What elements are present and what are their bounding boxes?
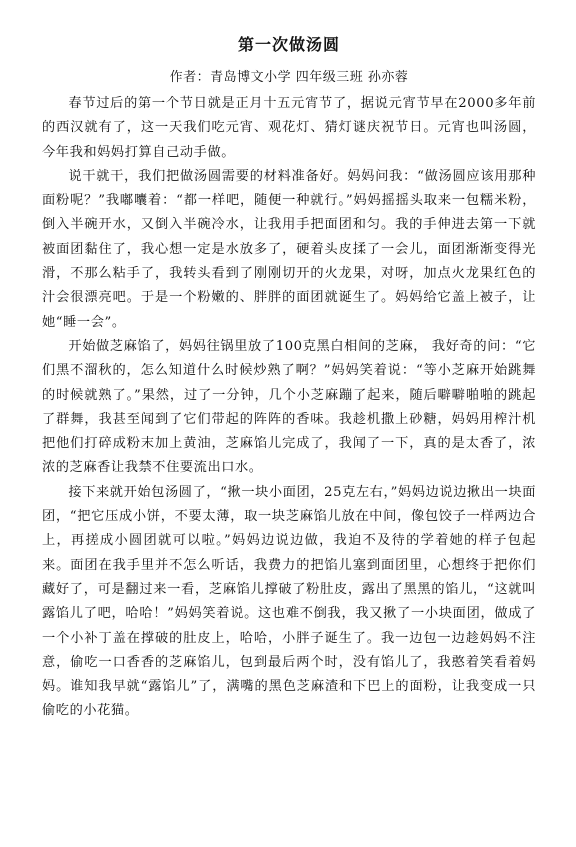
- paragraph-1: 春节过后的第一个节日就是正月十五元宵节了，据说元宵节早在2000多年前的西汉就有了，这一天我们吃元宵、观花灯、猜灯谜庆祝节日。元宵也叫汤圆，今年我和妈妈打算自己动手做。: [42, 96, 536, 160]
- author-byline: 作者：青岛博文小学 四年级三班 孙亦蓉: [169, 70, 409, 85]
- document-title: 第一次做汤圆: [237, 35, 340, 54]
- paragraph-4: 接下来就开始包汤圆了，“揪一块小面团，25克左右，”妈妈边说边揪出一块面团，“把它压成小饼，不要太薄，取一块芝麻馅儿放在中间，像包饺子一样两边合上，再搓成小圆团就可以啦。”妈妈边说边做，我迫不及待的学着她的样子包起来。面团在我手里并不怎么听话，我费力的把馅儿塞到面团里，心想终于把你们藏好了，可是翻过来一看，芝麻馅儿撑破了粉肚皮，露出了黑黑的馅儿，“这就叫露馅儿了吧，哈哈！”妈妈笑着说。这也难不倒我，我又揪了一小块面团，做成了一个小补丁盖在撑破的肚皮上，哈哈，小胖子诞生了。我一边包一边趁妈妈不注意，偷吃一口香香的芝麻馅儿，包到最后两个时，没有馅儿了，我憨着笑看着妈妈。谁知我早就“露馅儿”了，满嘴的黑色芝麻渣和下巴上的面粉，让我变成一只偷吃的小花猫。: [42, 484, 536, 719]
- paragraph-2: 说干就干，我们把做汤圆需要的材料准备好。妈妈问我：“做汤圆应该用那种面粉呢？”我嘟囔着：“都一样吧，随便一种就行。”妈妈摇摇头取来一包糯米粉，倒入半碗开水，又倒入半碗冷水，让我用手把面团和匀。我的手伸进去第一下就被面团黏住了，我心想一定是水放多了，硬着头皮揉了一会儿，面团渐渐变得光滑，不那么粘手了，我转头看到了刚刚切开的火龙果，对呀，加点火龙果红色的汁会很漂亮吧。于是一个粉嫩的、胖胖的面团就诞生了。妈妈给它盖上被子，让她“睡一会”。: [42, 168, 536, 330]
- paragraph-3: 开始做芝麻馅了，妈妈往锅里放了100克黑白相间的芝麻， 我好奇的问：“它们黑不溜秋的，怎么知道什么时候炒熟了啊？”妈妈笑着说：“等小芝麻开始跳舞的时候就熟了。”果然，过了一分钟，几个小芝麻蹦了起来，随后噼噼啪啪的跳起了群舞，我甚至闻到了它们带起的阵阵的香味。我趁机撒上砂糖，妈妈用榨汁机把他们打碎成粉末加上黄油，芝麻馅儿完成了，我闻了一下，真的是太香了，浓浓的芝麻香让我禁不住要流出口水。: [42, 338, 536, 476]
